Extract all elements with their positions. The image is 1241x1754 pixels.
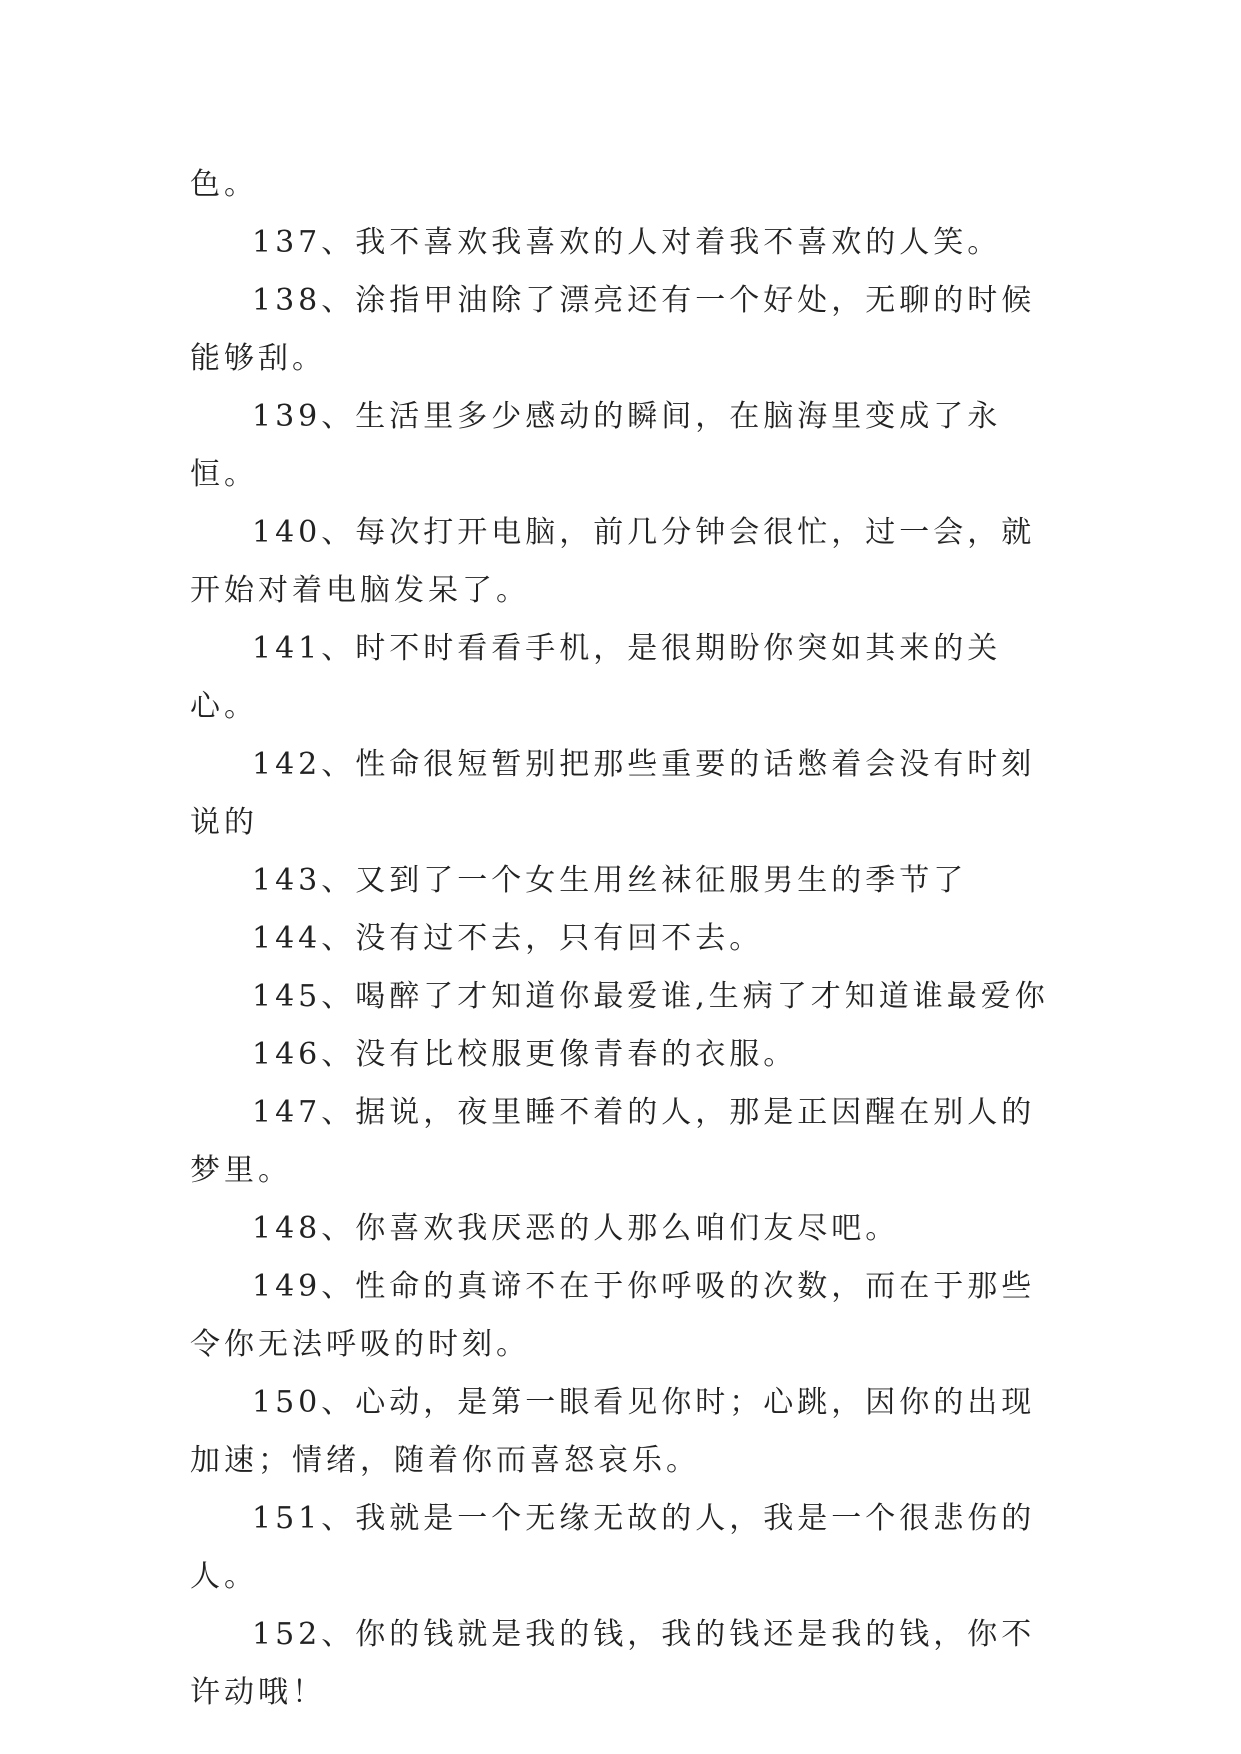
paragraph-140: 140、每次打开电脑，前几分钟会很忙，过一会，就开始对着电脑发呆了。	[190, 515, 1036, 608]
paragraph-137: 137、我不喜欢我喜欢的人对着我不喜欢的人笑。	[252, 225, 1002, 260]
paragraph-142: 142、性命很短暂别把那些重要的话憋着会没有时刻说的	[190, 747, 1036, 840]
paragraph-138: 138、涂指甲油除了漂亮还有一个好处，无聊的时候能够刮。	[190, 283, 1036, 376]
paragraph-143: 143、又到了一个女生用丝袜征服男生的季节了	[252, 863, 968, 898]
document-body	[190, 156, 1050, 1722]
paragraph-continuation: 色。	[190, 167, 258, 202]
paragraph-147: 147、据说，夜里睡不着的人，那是正因醒在别人的梦里。	[190, 1095, 1036, 1188]
paragraph-146: 146、没有比校服更像青春的衣服。	[252, 1037, 798, 1072]
paragraph-148: 148、你喜欢我厌恶的人那么咱们友尽吧。	[252, 1211, 900, 1246]
paragraph-139: 139、生活里多少感动的瞬间，在脑海里变成了永恒。	[190, 399, 1002, 492]
paragraph-151: 151、我就是一个无缘无故的人，我是一个很悲伤的人。	[190, 1501, 1036, 1594]
paragraph-145: 145、喝醉了才知道你最爱谁,生病了才知道谁最爱你	[252, 979, 1049, 1014]
paragraph-141: 141、时不时看看手机，是很期盼你突如其来的关心。	[190, 631, 1002, 724]
paragraph-149: 149、性命的真谛不在于你呼吸的次数，而在于那些令你无法呼吸的时刻。	[190, 1269, 1036, 1362]
paragraph-152: 152、你的钱就是我的钱，我的钱还是我的钱，你不许动哦！	[190, 1617, 1036, 1710]
paragraph-150: 150、心动，是第一眼看见你时；心跳，因你的出现加速；情绪，随着你而喜怒哀乐。	[190, 1385, 1036, 1478]
paragraph-144: 144、没有过不去，只有回不去。	[252, 921, 764, 956]
